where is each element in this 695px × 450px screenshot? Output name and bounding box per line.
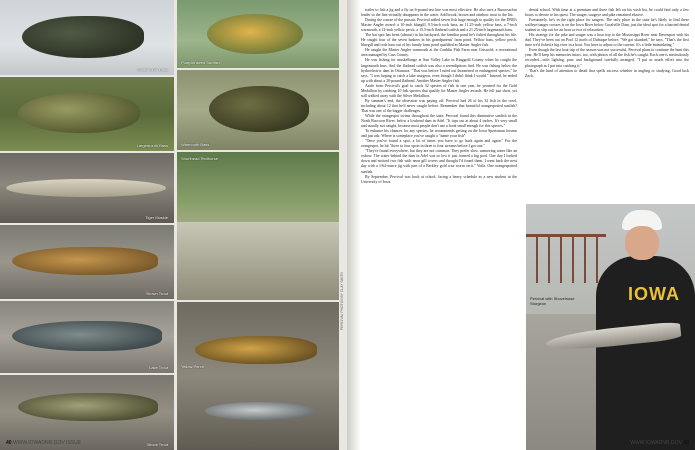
fish-shape: [12, 247, 158, 275]
paragraph: dental school. With time at a premium and three fish left on his wish list, he could find only a few hours to devote to his quest. The sauger, saugeye and pike remained elusive.: [525, 8, 689, 18]
fish-shape: [22, 16, 144, 58]
angler-portrait-photo: [526, 204, 695, 450]
jersey-lettering: IOWA: [628, 284, 680, 304]
paragraph: Fortunately, he's in the right place for saugers. The only place in the state he's likely to find these walleye/sauger crosses is on the Iowa River below Coralville Dam, just the ideal spot for a harried dental student to slip out for an hour or two of relaxation.: [525, 18, 689, 33]
fish-shape: [195, 336, 317, 364]
fish-photo-brook-trout: [0, 375, 174, 450]
paragraph: During the course of the pursuit, Percival added seven fish large enough to qualify for the DNR's Master Angler award: a 10-inch bluegill, 9.5-inch rock bass, an 11.25-inch yellow bass, a 7-inch warmouth, a 12-inch yellow perch, a 15.5-inch flathead catfish and a 21.25-inch largemouth bass.: [361, 18, 517, 33]
portrait-caption: Percival with Shovelnose Sturgeon: [530, 296, 575, 306]
fish-photo-pumpkinseed: [177, 0, 339, 68]
folio-site: WWW.IOWADNR.GOV: [12, 440, 65, 446]
right-page: [361, 0, 695, 450]
left-page: [0, 0, 347, 450]
article-column-2: [525, 8, 689, 79]
gutter: [347, 0, 361, 450]
photo-caption: Brook Trout: [147, 442, 168, 447]
paragraph: While the orangespot swims throughout the state, Percival found this diminutive sunfish in the North Raccoon River, below a lowhead dam in Adel. "It tops out at about 4 inches. It's very small and usually not caught, because most people don't use a hook small enough for this species.": [361, 113, 517, 129]
photo-caption: Tiger Muskie: [145, 215, 168, 220]
fish-shape: [18, 93, 140, 133]
paragraph: Even though the last boat trip of the season was not successful, Percival plans to continue the hunt this year. He'll keep his memories intact, too, with photos of all the fish he's caught. Each one is meticulously recorded—with lighting, pose and background carefully arranged. "I put as much effort into the photograph as I put into catching it.": [525, 48, 689, 68]
photo-caption: Shorthead Redhorse: [181, 156, 218, 161]
bridge: [526, 234, 606, 283]
photo-credit: PERCIVAL PHOTOS BY CLAY SMITH: [340, 272, 344, 330]
paragraph: To enhance his chances for any species, he recommends getting on the Iowa Sportsman forums and just ask: Where is someplace you've caught a "name your fish": [361, 129, 517, 139]
photo-caption: Smallmouth Bass: [136, 67, 168, 72]
paragraph: The bat spot has been (almost) in his backyard, the familiar pond he's fished throughout his life. He caught four of the seven lunkers in his grandparents' farm pond. Yellow bass, yellow perch, bluegill and rock bass out of his family farm pond qualified as Master Angler fish.: [361, 33, 517, 48]
fish-photo-shorthead-redhorse: [177, 152, 339, 300]
fish-photo-warmouth: [177, 70, 339, 150]
article-column-1: [361, 8, 517, 185]
angler-face: [625, 226, 659, 260]
fish-shape: [18, 393, 158, 421]
page-folio-right: [630, 440, 689, 446]
fish-photo-smallmouth-bass: [0, 0, 174, 75]
page-folio-left: [6, 440, 81, 446]
photo-caption: Yellow Perch: [181, 364, 204, 369]
folio-issue: ISSUE: [66, 440, 82, 446]
photo-caption: Brown Trout: [146, 291, 168, 296]
fish-photo-yellow-perch: [177, 302, 339, 450]
photo-caption: Lake Trout: [149, 365, 168, 370]
paragraph: trailer to fish a jig and a fly on 6-pound test line was most effective. He also uses a Baoocsarfon leader so the line virtually disappears in the water. Add brook, brown and rainbow trout to the list.: [361, 8, 517, 18]
fish-shape: [209, 86, 309, 132]
fish-shape: [205, 402, 315, 420]
paragraph: Aside from Percival's goal to catch 32 species of fish in one year, he yearned for the Gold Medallion by catching 10 fish species that qualify for Master Angler awards. He fell just short, yet still walked away with the Silver Medallion.: [361, 83, 517, 98]
fish-photo-lake-trout: [0, 301, 174, 373]
paragraph: He was fishing for muskellunge at Sun Valley Lake in Ringgold County when he caught the largemouth bass. And the flathead catfish was also a serendipitous find. He was fishing below the hydroelectric dam in Ottumwa. "That was before I ruled out threatened or endangered species," he says. "I was hoping to catch a lake sturgeon, even though I didn't think I would." Instead, he ended up with about a 20-pound flathead. Another Master Angler fish.: [361, 58, 517, 83]
fish-shape: [12, 321, 162, 351]
paragraph: That's the kind of attention to detail that spells success whether in angling or studying. Good luck Zach.: [525, 68, 689, 78]
paragraph: "Once you've found a spot, a lot of times you have to go back again and again." For the orangespot, he hit "three to four spots in three to four streams before I got one.": [361, 139, 517, 149]
water-surface: [177, 222, 339, 300]
paragraph: "They're found everywhere, but they are not common. They prefer slow, unmoving water like an oxbow. The water behind the dam in Adel was so low it just formed a big pool. One day I looked down and noticed two fish with neon gill covers and thought I'd found them. I went back the next day with a 1/64-ounce jig with part of a Berkley gold wax worm on it." Voila. One orangespotted sunfish.: [361, 149, 517, 174]
folio-site: WWW.IOWADNR.GOV: [630, 440, 683, 446]
fish-photo-tiger-muskie: [0, 153, 174, 223]
paragraph: He caught the Master Angler warmouth at the Conklin Fish Farm near Griswold, a recreational area managed by Cass County.: [361, 48, 517, 58]
fish-shape: [207, 14, 303, 54]
fish-photo-brown-trout: [0, 225, 174, 299]
paragraph: By September, Percival was back at school, facing a heavy schedule as a new student in the University of Iowa: [361, 174, 517, 184]
paragraph: By summer's end, the obsession was paying off. Percival had 26 of his 32 fish in the creel, including about 12 that he'd never caught before. Remember that beautiful orangespotted sunfish? That was one of the bigger challenges.: [361, 98, 517, 113]
page-number: 40: [6, 440, 12, 446]
fish-photo-largemouth-bass: [0, 77, 174, 151]
photo-caption: Warmouth Bass: [181, 142, 210, 147]
paragraph: His strategy for the pike and sauger was a boat trip to the Mississippi River near Davenport with his dad. They've been out on Pool 12 north of Dubuque before. "We got skunked," he says. "That's the first time we'd fished a big river in a boat. You have to adjust to the current. It's a little intimidating.": [525, 33, 689, 48]
fish-shape: [6, 179, 166, 197]
page-number: 40: [683, 440, 689, 446]
photo-caption: Pumpkinseed Sunfish: [181, 60, 220, 65]
photo-caption: Largemouth Bass: [136, 143, 168, 148]
